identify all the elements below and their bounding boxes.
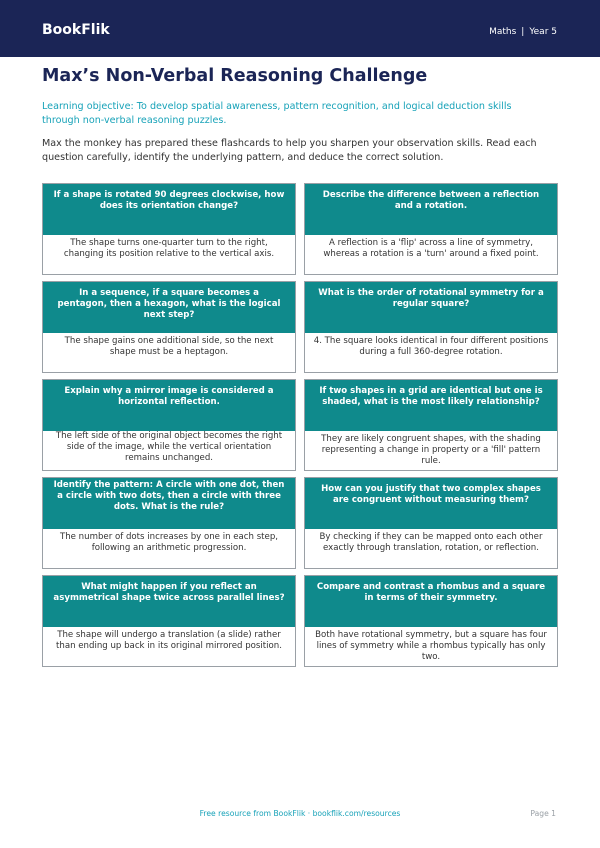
flashcard-question: Describe the difference between a reflection and a rotation. [305,184,557,235]
learning-objective: Learning objective: To develop spatial awareness, pattern recognition, and logical deduction skills through non-verbal reasoning puzzles. [42,101,512,126]
flashcard-answer: The number of dots increases by one in each step, following an arithmetic progression. [59,532,279,553]
flashcard [304,183,558,275]
page-title: Max’s Non-Verbal Reasoning Challenge [42,66,428,86]
flashcard-answer: Both have rotational symmetry, but a square has four lines of symmetry while a rhombus typically has only two. [315,630,547,662]
flashcard-answer: A reflection is a 'flip' across a line of symmetry, whereas a rotation is a 'turn' around a fixed point. [323,238,539,259]
flashcard-question: Compare and contrast a rhombus and a square in terms of their symmetry. [305,576,557,627]
footer-resource-link[interactable]: Free resource from BookFlik · bookflik.com/resources [199,809,401,818]
flashcard-answer: By checking if they can be mapped onto each other exactly through translation, rotation, or reflection. [319,532,543,553]
flashcard-question: Identify the pattern: A circle with one dot, then a circle with two dots, then a circle with three dots. What is the rule? [43,478,295,529]
flashcard-question: What might happen if you reflect an asymmetrical shape twice across parallel lines? [43,576,295,627]
flashcard [42,281,296,373]
flashcard [304,281,558,373]
flashcard [304,575,558,667]
flashcard-answer: 4. The square looks identical in four different positions during a full 360-degree rotation. [313,336,549,357]
year-label: Year 5 [529,27,557,37]
intro-text: Max the monkey has prepared these flashcards to help you sharpen your observation skills. Read each question carefully, identify the underlying pattern, and deduce the correct solution. [42,138,537,163]
breadcrumb [489,27,557,37]
flashcard-answer: They are likely congruent shapes, with the shading representing a change in property or a 'fill' pattern rule. [321,434,541,466]
flashcard-answer: The shape gains one additional side, so the next shape must be a heptagon. [64,336,274,357]
flashcard-question: What is the order of rotational symmetry for a regular square? [305,282,557,333]
flashcard [42,477,296,569]
flashcard-question: How can you justify that two complex shapes are congruent without measuring them? [305,478,557,529]
top-bar [0,0,600,57]
brand-logo[interactable]: BookFlik [42,22,110,38]
breadcrumb-separator: | [521,27,525,37]
flashcard-question: Explain why a mirror image is considered a horizontal reflection. [43,380,295,431]
flashcard-question: In a sequence, if a square becomes a pentagon, then a hexagon, what is the logical next step? [43,282,295,333]
flashcard [42,575,296,667]
flashcard [42,183,296,275]
subject-label: Maths [489,27,517,37]
flashcard [304,379,558,471]
page-number: Page 1 [530,809,556,818]
flashcard [304,477,558,569]
flashcard [42,379,296,471]
flashcard-question: If a shape is rotated 90 degrees clockwise, how does its orientation change? [43,184,295,235]
flashcard-question: If two shapes in a grid are identical but one is shaded, what is the most likely relationship? [305,380,557,431]
flashcard-answer: The shape turns one-quarter turn to the right, changing its position relative to the vertical axis. [63,238,275,259]
flashcard-answer: The left side of the original object becomes the right side of the image, while the vertical orientation remains unchanged. [55,431,283,463]
flashcard-answer: The shape will undergo a translation (a slide) rather than ending up back in its original mirrored position. [56,630,282,651]
